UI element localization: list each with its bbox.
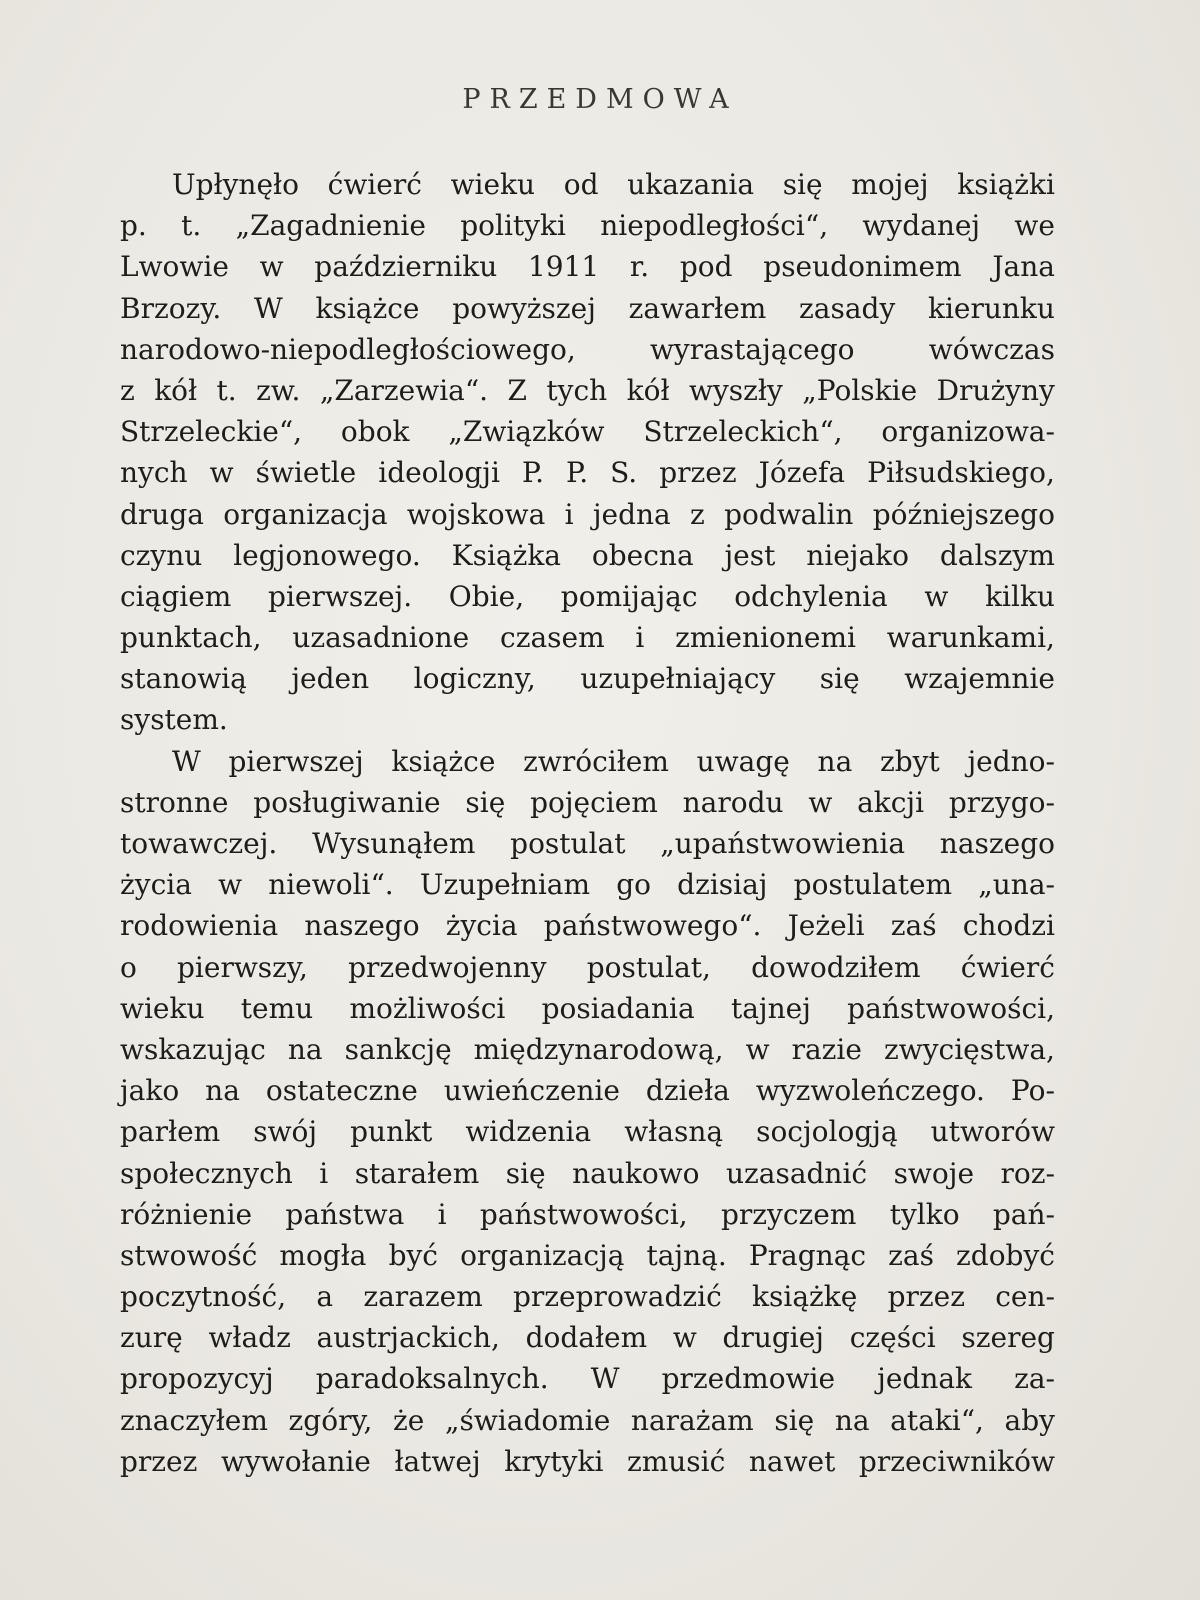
text-line: społecznych i starałem się naukowo uzasadnić swoje roz-: [120, 1156, 1055, 1190]
body-text: [120, 164, 1055, 1482]
chapter-heading: PRZEDMOWA: [462, 84, 738, 115]
text-line: druga organizacja wojskowa i jedna z podwalin późniejszego: [120, 497, 1055, 531]
text-line: stronne posługiwanie się pojęciem narodu w akcji przygo-: [120, 785, 1055, 819]
text-line: Brzozy. W książce powyższej zawarłem zasady kierunku: [120, 291, 1055, 325]
text-line: wieku temu możliwości posiadania tajnej państwowości,: [120, 991, 1055, 1025]
text-line: życia w niewoli“. Uzupełniam go dzisiaj postulatem „una-: [120, 868, 1055, 902]
text-line: narodowo-niepodległościowego, wyrastającego wówczas: [120, 332, 1055, 366]
text-line: o pierwszy, przedwojenny postulat, dowodziłem ćwierć: [120, 950, 1055, 984]
text-line: stanowią jeden logiczny, uzupełniający się wzajemnie: [120, 662, 1055, 696]
text-line: przez wywołanie łatwej krytyki zmusić nawet przeciwników: [120, 1444, 1055, 1478]
text-line: zurę władz austrjackich, dodałem w drugiej części szereg: [120, 1321, 1055, 1355]
text-line: z kół t. zw. „Zarzewia“. Z tych kół wyszły „Polskie Drużyny: [120, 373, 1055, 407]
text-line: stwowość mogła być organizacją tajną. Pragnąc zaś zdobyć: [120, 1238, 1055, 1272]
text-line: czynu legjonowego. Książka obecna jest niejako dalszym: [120, 538, 1055, 572]
text-line: rodowienia naszego życia państwowego“. Jeżeli zaś chodzi: [120, 909, 1055, 943]
text-line: znaczyłem zgóry, że „świadomie narażam się na ataki“, aby: [120, 1403, 1055, 1437]
text-line: ciągiem pierwszej. Obie, pomijając odchylenia w kilku: [120, 579, 1055, 613]
text-line: parłem swój punkt widzenia własną socjologją utworów: [120, 1115, 1055, 1149]
text-line: nych w świetle ideologji P. P. S. przez Józefa Piłsudskiego,: [120, 456, 1055, 490]
text-line: jako na ostateczne uwieńczenie dzieła wyzwoleńczego. Po-: [120, 1074, 1055, 1108]
text-line: towawczej. Wysunąłem postulat „upaństwowienia naszego: [120, 827, 1055, 860]
text-line: system.: [120, 703, 228, 737]
text-line: wskazując na sankcję międzynarodową, w razie zwycięstwa,: [120, 1032, 1055, 1066]
text-line: Strzeleckie“, obok „Związków Strzeleckich“, organizowa-: [120, 415, 1055, 449]
paragraph: [120, 741, 1055, 1482]
text-line: różnienie państwa i państwowości, przyczem tylko pań-: [120, 1197, 1055, 1231]
text-line: propozycyj paradoksalnych. W przedmowie jednak za-: [120, 1362, 1055, 1396]
text-line: Upłynęło ćwierć wieku od ukazania się mojej książki: [172, 168, 1055, 201]
paragraph: [120, 164, 1055, 741]
text-line: punktach, uzasadnione czasem i zmienionemi warunkami,: [120, 621, 1055, 655]
text-line: poczytność, a zarazem przeprowadzić książkę przez cen-: [120, 1280, 1055, 1314]
text-line: W pierwszej książce zwróciłem uwagę na zbyt jedno-: [172, 744, 1055, 778]
text-line: p. t. „Zagadnienie polityki niepodległości“, wydanej we: [120, 209, 1055, 243]
text-line: Lwowie w październiku 1911 r. pod pseudonimem Jana: [120, 250, 1055, 284]
